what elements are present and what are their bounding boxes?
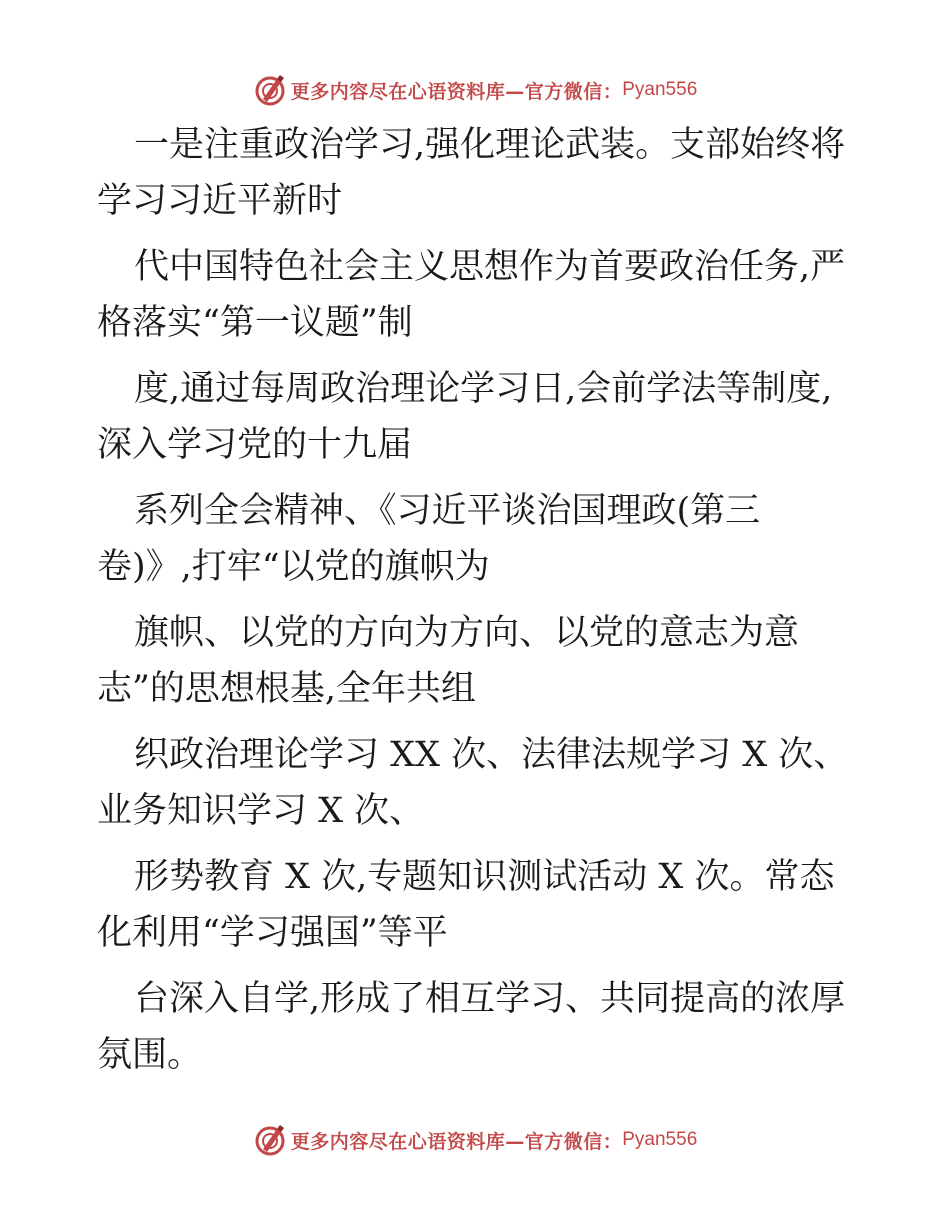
paragraph (97, 361, 857, 473)
header-watermark (0, 70, 950, 110)
paragraph-line: 系列全会精神、《习近平谈治国理政(第三 (134, 491, 761, 531)
document-body (97, 117, 857, 1093)
watermark-handle: Pyan556 (622, 79, 698, 100)
pen-logo-icon (253, 73, 287, 107)
paragraph (97, 483, 857, 595)
paragraph-line: 学习习近平新时 (97, 181, 343, 221)
paragraph-line: 化利用“学习强国”等平 (97, 913, 448, 953)
footer-watermark (0, 1120, 950, 1160)
paragraph (97, 849, 857, 961)
watermark-text: 更多内容尽在心语资料库—官方微信： (290, 1130, 623, 1153)
paragraph-line: 卷)》,打牢“以党的旗帜为 (97, 547, 490, 587)
watermark-handle: Pyan556 (622, 1129, 698, 1150)
paragraph-line: 深入学习党的十九届 (97, 425, 413, 465)
paragraph-line: 度,通过每周政治理论学习日,会前学法等制度, (134, 369, 833, 409)
paragraph-line: 业务知识学习 X 次、 (97, 791, 425, 831)
pen-logo-icon (253, 1123, 287, 1157)
paragraph-line: 一是注重政治学习,强化理论武装。支部始终将 (134, 125, 846, 165)
paragraph-line: 织政治理论学习 XX 次、法律法规学习 X 次、 (134, 735, 849, 775)
paragraph-line: 格落实“第一议题”制 (97, 303, 413, 343)
paragraph-line: 台深入自学,形成了相互学习、共同提高的浓厚 (134, 979, 846, 1019)
paragraph-line: 氛围。 (97, 1035, 203, 1075)
paragraph-line: 形势教育 X 次,专题知识测试活动 X 次。常态 (134, 857, 835, 897)
paragraph (97, 971, 857, 1083)
paragraph-line: 旗帜、以党的方向为方向、以党的意志为意 (134, 613, 800, 653)
paragraph (97, 117, 857, 229)
paragraph (97, 727, 857, 839)
paragraph-line: 志”的思想根基,全年共组 (97, 669, 477, 709)
watermark-text: 更多内容尽在心语资料库—官方微信： (290, 80, 623, 103)
paragraph (97, 605, 857, 717)
paragraph (97, 239, 857, 351)
paragraph-line: 代中国特色社会主义思想作为首要政治任务,严 (134, 247, 846, 287)
